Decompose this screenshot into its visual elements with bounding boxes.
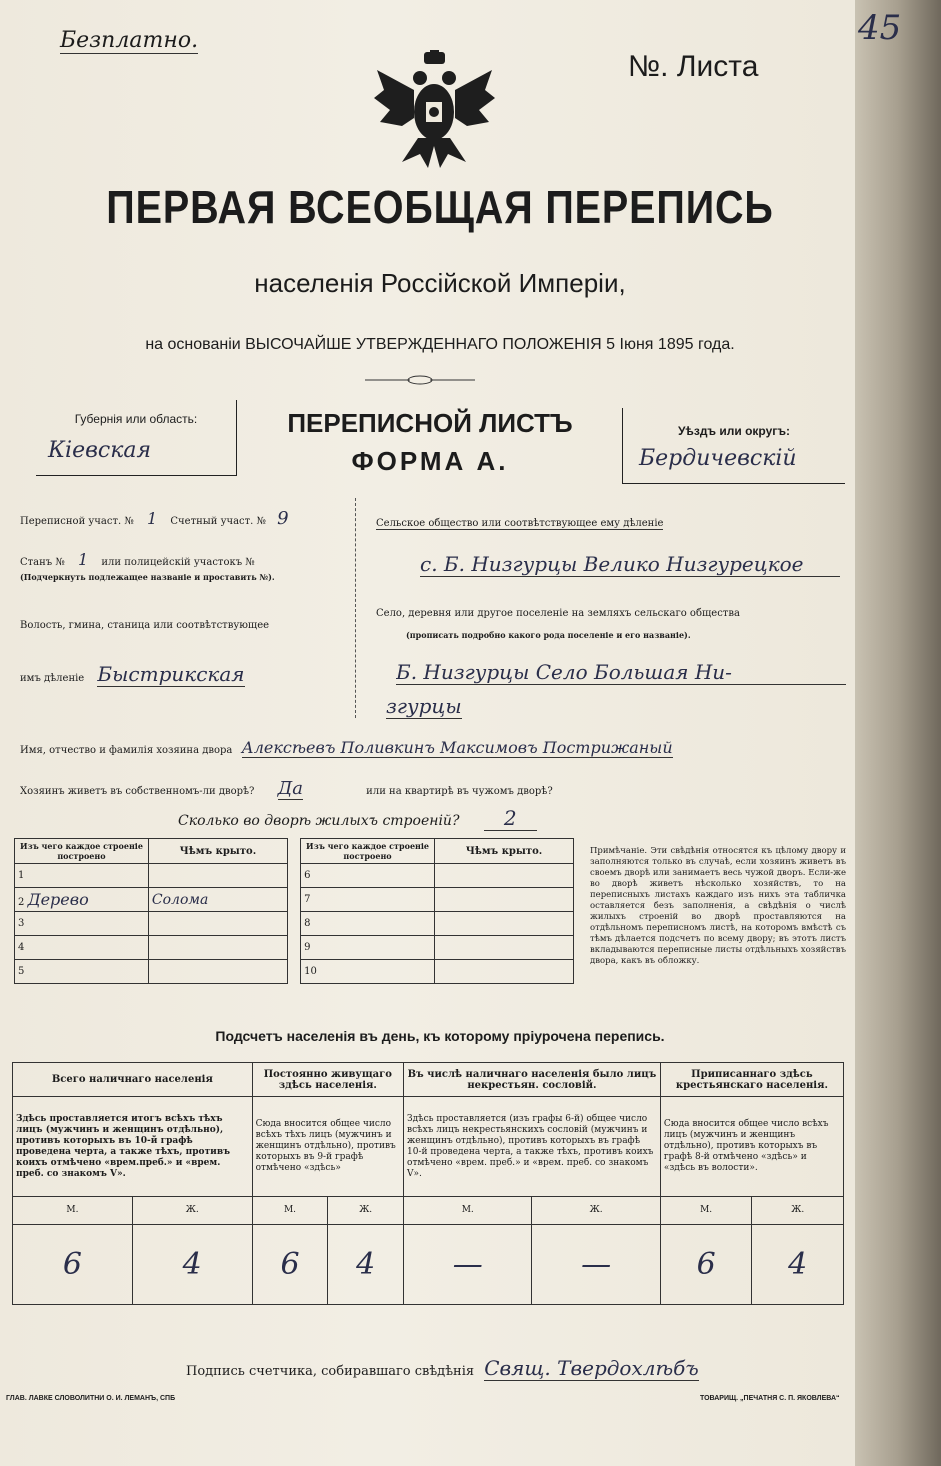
nonpeasant-female-value: — [532,1225,660,1305]
population-title: Подсчетъ населенія въ день, къ которому пріурочена перепись. [215,1028,665,1044]
form-main-title: ПЕРВАЯ ВСЕОБЩАЯ ПЕРЕПИСЬ [106,181,774,233]
printer-mark-right: ТОВАРИЩ. „ПЕЧАТНЯ С. П. ЯКОВЛЕВА“ [700,1395,840,1402]
f-label: Ж. [132,1197,252,1225]
stan-note: (Подчеркнуть подлежащее названіе и проставить №). [20,572,275,582]
buildings-note: Примѣчаніе. Эти свѣдѣнія относятся къ цѣлому двору и заполняются только въ случаѣ, если хозяинъ живетъ въ своемъ дворѣ или занимаетъ весь чужой дворъ. Если-же во дворѣ живетъ нѣсколько хозяйствъ, то на переписныхъ листахъ каждаго изъ нихъ эта табличка оставляется безъ заполненія, а свѣдѣнія о числѣ жилыхъ строеній во дворѣ проставляются на отдѣльномъ переписномъ листѣ, на которомъ вмѣстѣ съ тѣмъ дѣлается подсчетъ по всему двору; въ этотъ листъ вкладываются переписные листы отдѣльныхъ хозяйствъ двора, какъ въ обложку. [590,846,846,966]
col-head-registered: Приписаннаго здѣсь крестьянскаго населенія. [660,1063,843,1097]
form-subtitle: населенія Россійской Имперіи, [254,268,626,298]
row-number: 4 [15,936,149,960]
society-value: с. Б. Низгурцы Велико Низгурецкое [420,552,840,577]
col-head-nonpeasant: Въ числѣ наличнаго населенія было лицъ некрестьян. сословій. [404,1063,661,1097]
col-desc-total: Здѣсь проставляется итогъ всѣхъ тѣхъ лицъ (мужчинъ и женщинъ отдѣльно), противъ которыхъ въ 10-й графѣ проведена черта, а также тѣхъ, противъ коихъ отмѣчено «врем.преб.» и «врем. преб. со знакомъ V». [13,1097,253,1197]
nonpeasant-male-value: — [404,1225,532,1305]
col-desc-permanent: Сюда вносится общее число всѣхъ тѣхъ лицъ (мужчинъ и женщинъ отдѣльно), противъ которыхъ въ 9-й графѣ отмѣчено «здѣсь» [252,1097,403,1197]
gubernia-box [36,400,237,476]
total-male-value: 6 [13,1225,133,1305]
ornament-divider [360,374,480,389]
population-table [12,1062,844,1305]
stan-line: Станъ № 1 или полицейскій участокъ № [20,550,255,569]
table-row [15,960,574,984]
volost-line: имъ дѣленіе Быстрикская [20,662,245,686]
col-roof-right: Чѣмъ крыто. [434,839,573,864]
signature-line: Подпись счетчика, собиравшаго свѣдѣнія Свящ. Твердохлѣбъ [186,1356,699,1380]
uezd-box [622,408,845,484]
form-sheet-title: ПЕРЕПИСНОЙ ЛИСТЪ [287,408,573,438]
uezd-label: Уѣздъ или округъ: [677,424,791,438]
col-desc-registered: Сюда вносится общее число всѣхъ лицъ (мужчинъ и женщинъ отдѣльно), противъ которыхъ въ графѣ 8-й отмѣчено «здѣсь» и «здѣсь въ волости». [660,1097,843,1197]
field-column-divider [355,498,356,718]
row-number: 1 [15,864,149,888]
f-label: Ж. [752,1197,844,1225]
table-row [15,936,574,960]
ownership-line: Хозяинъ живетъ въ собственномъ-ли дворѣ? Да или на квартирѣ въ чужомъ дворѣ? [20,778,553,799]
binding-edge [855,0,941,1466]
village-value: Б. Низгурцы Село Большая Ни- [396,660,846,685]
table-row [15,888,574,912]
eagle-emblem-icon [372,50,497,170]
form-name: ФОРМА А. [351,446,509,476]
col-head-total: Всего наличнаго населенія [13,1063,253,1097]
gubernia-value: Кіевская [48,438,152,463]
population-header-row [13,1063,844,1097]
owner-name-value: Алексѣевъ Поливкинъ Максимовъ Пострижаный [241,738,673,757]
district-line: Переписной участ. № 1 Счетный участ. № 9 [20,508,289,529]
f-label: Ж. [532,1197,660,1225]
col-material-left: Изъ чего каждое строеніе построено [15,839,149,864]
society-label: Сельское общество или соотвѣтствующее ему дѣленіе [376,518,664,529]
village-note: (прописать подробно какого рода поселеніе и его названіе). [406,630,691,640]
total-female-value: 4 [132,1225,252,1305]
district-value: 1 [147,509,158,528]
volost-label: Волость, гмина, станица или соотвѣтствующее [20,620,270,631]
material-value: Дерево [27,890,89,909]
permanent-female-value: 4 [328,1225,404,1305]
row-number: 8 [301,912,435,936]
ownership-value: Да [277,778,303,799]
sheet-number-label: №. Листа [628,50,759,83]
roof-value: Солома [151,891,209,908]
col-head-permanent: Постоянно живущаго здѣсь населенія. [252,1063,403,1097]
printer-mark-left: ГЛАВ. ЛАВКЕ СЛОВОЛИТНИ О. И. ЛЕМАНЪ, СПБ [6,1395,176,1402]
m-label: М. [252,1197,328,1225]
m-label: М. [404,1197,532,1225]
village-value-cont: згурцы [386,694,462,718]
row-number: 9 [301,936,435,960]
permanent-male-value: 6 [252,1225,328,1305]
buildings-table-header [15,839,574,864]
uezd-value: Бердичевскій [639,446,797,471]
table-row [15,864,574,888]
buildings-table [14,838,574,984]
population-sex-row [13,1197,844,1225]
m-label: М. [660,1197,752,1225]
population-desc-row [13,1097,844,1197]
village-label: Село, деревня или другое поселеніе на земляхъ сельскаго общества [376,608,740,619]
population-values-row [13,1225,844,1305]
f-label: Ж. [328,1197,404,1225]
row-number: 7 [301,888,435,912]
row-number: 6 [301,864,435,888]
form-basis-line: на основаніи ВЫСОЧАЙШЕ УТВЕРЖДЕННАГО ПОЛОЖЕНІЯ 5 Іюня 1895 года. [145,336,735,353]
volost-value: Быстрикская [97,662,245,686]
table-row [15,912,574,936]
owner-line: Имя, отчество и фамилія хозяина двора Алексѣевъ Поливкинъ Максимовъ Пострижаный [20,738,673,757]
row-number: 3 [15,912,149,936]
col-roof-left: Чѣмъ крыто. [148,839,287,864]
registered-female-value: 4 [752,1225,844,1305]
col-desc-nonpeasant: Здѣсь проставляется (изъ графы 6-й) общее число всѣхъ лицъ некрестьянскихъ сословій (мужчинъ и женщинъ отдѣльно), противъ которыхъ въ графѣ 10-й проведена черта, а также тѣхъ, противъ коихъ отмѣчено «врем. преб.» и «врем. преб. со знакомъ V». [404,1097,661,1197]
counter-signature: Свящ. Твердохлѣбъ [484,1356,699,1380]
buildings-count-line: Сколько во дворѣ жилыхъ строеній? 2 [178,806,537,830]
m-label: М. [13,1197,133,1225]
free-label: Безплатно. [60,28,199,53]
stan-value: 1 [78,550,89,569]
gubernia-label: Губернія или область: [74,412,198,426]
row-number: 5 [15,960,149,984]
row-number: 2 Дерево [15,888,149,912]
sheet-number-handwritten: 45 [858,8,902,48]
col-material-right: Изъ чего каждое строеніе построено [301,839,435,864]
buildings-count-value: 2 [484,806,537,831]
registered-male-value: 6 [660,1225,752,1305]
count-value: 9 [277,508,289,529]
row-number: 10 [301,960,435,984]
